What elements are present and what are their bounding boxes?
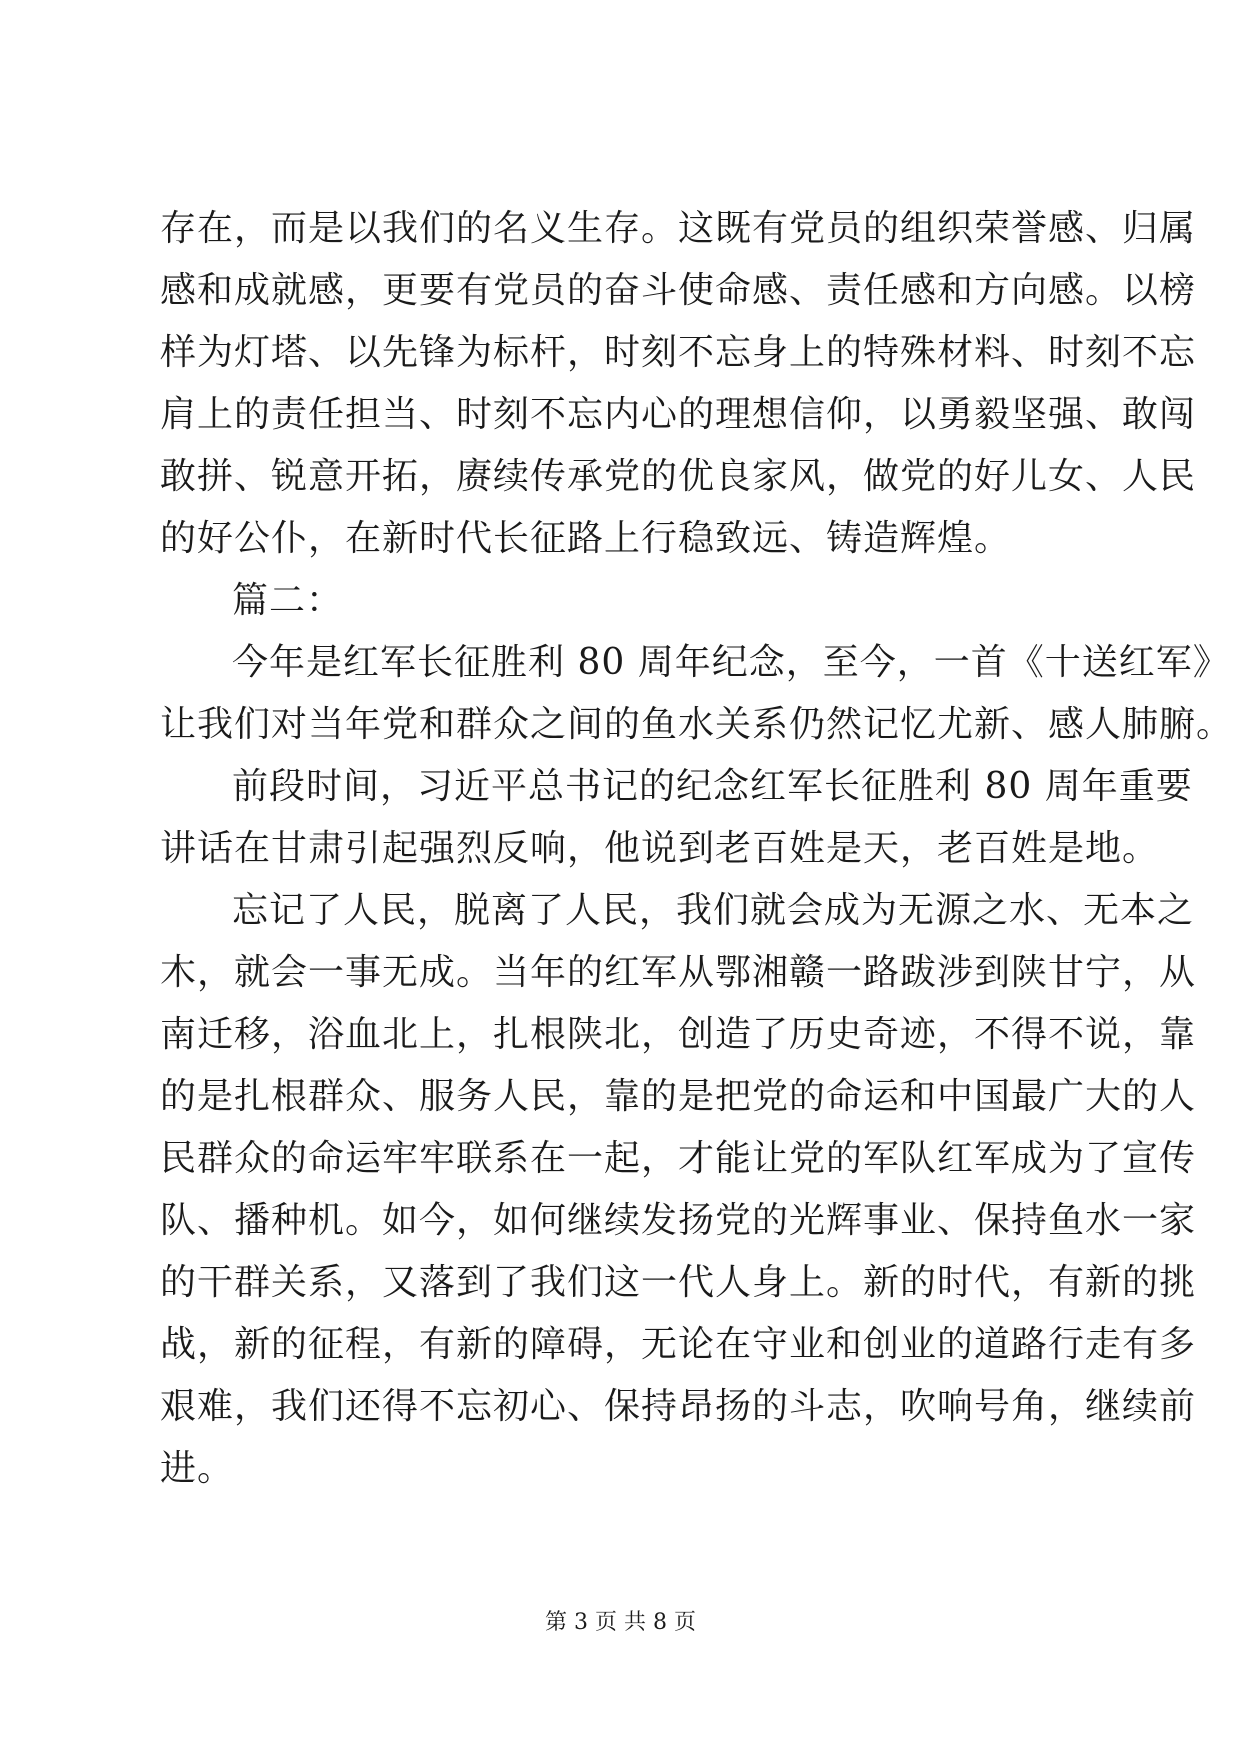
text-line: 队、播种机。如今，如何继续发扬党的光辉事业、保持鱼水一家 (160, 1200, 1197, 1241)
text-line: 肩上的责任担当、时刻不忘内心的理想信仰，以勇毅坚强、敢闯 (160, 394, 1197, 435)
text-line: 的好公仆，在新时代长征路上行稳致远、铸造辉煌。 (160, 518, 1012, 559)
document-body (160, 198, 1234, 1500)
page-number-footer: 第 3 页 共 8 页 (545, 1610, 696, 1635)
text-line: 今年是红军长征胜利 80 周年纪念，至今，一首《十送红军》 (232, 642, 1230, 683)
text-line: 样为灯塔、以先锋为标杆，时刻不忘身上的特殊材料、时刻不忘 (160, 332, 1197, 373)
text-line: 讲话在甘肃引起强烈反响，他说到老百姓是天，老百姓是地。 (160, 828, 1160, 869)
section-heading: 篇二： (232, 580, 344, 621)
text-line: 让我们对当年党和群众之间的鱼水关系仍然记忆尤新、感人肺腑。 (160, 704, 1234, 745)
text-line: 的是扎根群众、服务人民，靠的是把党的命运和中国最广大的人 (160, 1076, 1197, 1117)
text-line: 存在，而是以我们的名义生存。这既有党员的组织荣誉感、归属 (160, 208, 1197, 249)
text-line: 战，新的征程，有新的障碍，无论在守业和创业的道路行走有多 (160, 1324, 1197, 1365)
text-line: 南迁移，浴血北上，扎根陕北，创造了历史奇迹，不得不说，靠 (160, 1014, 1197, 1055)
text-line: 前段时间，习近平总书记的纪念红军长征胜利 80 周年重要 (232, 766, 1193, 807)
text-line: 忘记了人民，脱离了人民，我们就会成为无源之水、无本之 (232, 890, 1195, 931)
text-line: 木，就会一事无成。当年的红军从鄂湘赣一路跋涉到陕甘宁，从 (160, 952, 1197, 993)
text-line: 民群众的命运牢牢联系在一起，才能让党的军队红军成为了宣传 (160, 1138, 1197, 1179)
text-line: 敢拼、锐意开拓，赓续传承党的优良家风，做党的好儿女、人民 (160, 456, 1197, 497)
text-line: 艰难，我们还得不忘初心、保持昂扬的斗志，吹响号角，继续前 (160, 1386, 1197, 1427)
text-line: 进。 (160, 1448, 235, 1489)
text-line: 的干群关系，又落到了我们这一代人身上。新的时代，有新的挑 (160, 1262, 1197, 1303)
text-line: 感和成就感，更要有党员的奋斗使命感、责任感和方向感。以榜 (160, 270, 1197, 311)
